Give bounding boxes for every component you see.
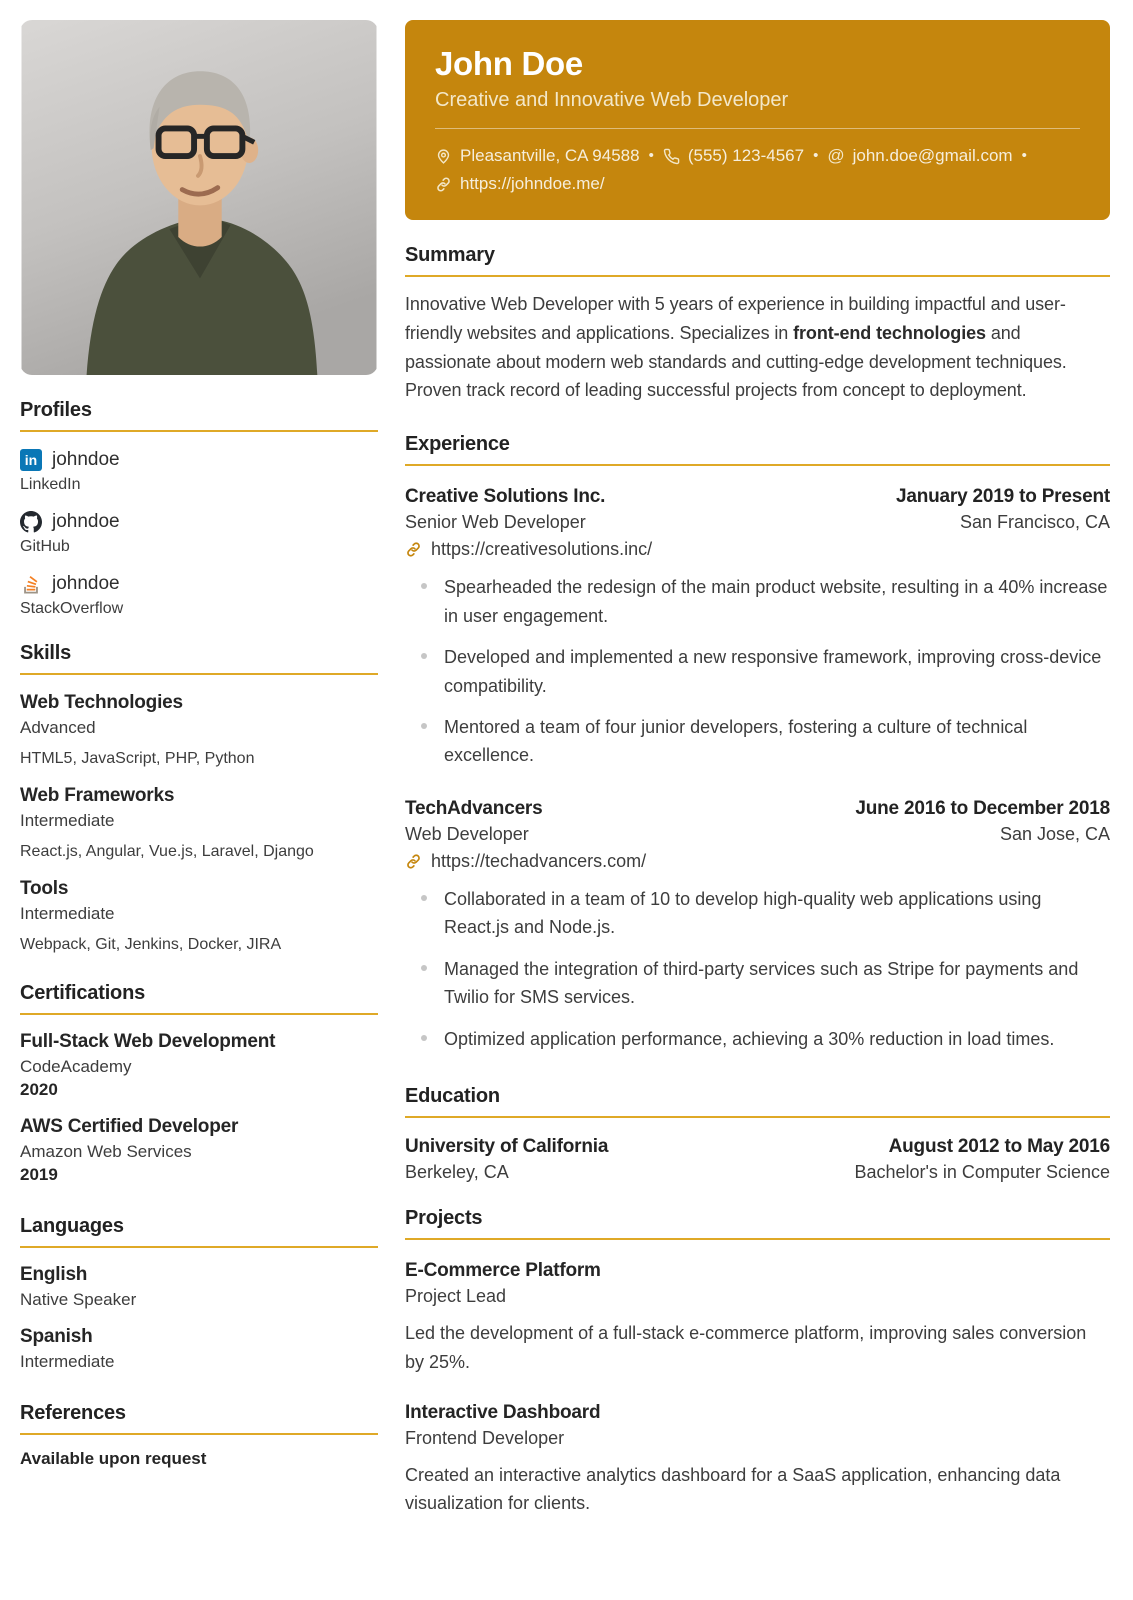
highlight-text: Optimized application performance, achieving a 30% reduction in load times. — [444, 1028, 1055, 1049]
certification-year: 2019 — [20, 1165, 58, 1184]
bullet-icon — [421, 583, 427, 589]
stackoverflow-icon — [20, 573, 42, 595]
stackoverflow-username[interactable]: johndoe — [52, 573, 120, 594]
contact-row-website — [435, 170, 1080, 198]
project-role: Frontend Developer — [405, 1427, 565, 1448]
certification-name: Full-Stack Web Development — [20, 1031, 276, 1052]
highlight-item — [405, 885, 1110, 942]
summary-bold-text: front-end technologies — [793, 322, 986, 343]
project-name: E-Commerce Platform — [405, 1260, 601, 1282]
project-description: Created an interactive analytics dashboard for a SaaS application, enhancing data visualization for clients. — [405, 1464, 1061, 1514]
job-location: San Jose, CA — [999, 823, 1110, 844]
at-icon: @ — [827, 146, 845, 165]
link-icon — [405, 853, 422, 870]
job-dates: January 2019 to Present — [895, 486, 1110, 508]
contact-location — [435, 142, 640, 170]
bullet-icon — [421, 895, 427, 901]
bullet-icon — [421, 653, 427, 659]
certification-issuer: Amazon Web Services — [20, 1142, 192, 1161]
job-entry — [405, 798, 1110, 1053]
language-level: Native Speaker — [20, 1290, 137, 1309]
hero-divider — [435, 128, 1080, 129]
skill-keywords: React.js, Angular, Vue.js, Laravel, Django — [20, 843, 314, 860]
education-heading: Education — [405, 1085, 1110, 1118]
certification-name: AWS Certified Developer — [20, 1116, 239, 1137]
bullet-icon — [421, 965, 427, 971]
skill-item — [20, 692, 378, 768]
profile-linkedin — [20, 449, 378, 494]
language-name: Spanish — [20, 1326, 93, 1347]
main-column — [405, 20, 1110, 1518]
job-company: Creative Solutions Inc. — [405, 486, 606, 508]
education-degree: Bachelor's in Computer Science — [854, 1162, 1110, 1183]
contact-separator: • — [1021, 146, 1027, 164]
certification-year: 2020 — [20, 1080, 58, 1099]
skill-name: Web Frameworks — [20, 785, 175, 806]
github-icon — [20, 511, 42, 533]
education-entry — [405, 1136, 1110, 1183]
highlight-item — [405, 643, 1110, 700]
phone-icon — [663, 148, 680, 165]
website-text[interactable]: https://johndoe.me/ — [460, 174, 605, 194]
summary-text-2: and passionate about modern web standards and cutting-edge development techniques. Proven track record of leading successful projects from concept to deployment. — [405, 322, 1067, 401]
education-dates: August 2012 to May 2016 — [888, 1136, 1110, 1158]
location-pin-icon — [435, 148, 452, 165]
profile-photo-illustration — [20, 20, 378, 375]
skill-name: Web Technologies — [20, 692, 183, 713]
references-text: Available upon request — [20, 1449, 207, 1468]
languages-heading: Languages — [20, 1215, 378, 1248]
project-entry — [405, 1402, 1110, 1518]
contact-phone — [663, 142, 804, 170]
linkedin-label: LinkedIn — [20, 476, 81, 493]
link-icon — [405, 541, 422, 558]
skills-heading: Skills — [20, 642, 378, 675]
certification-item — [20, 1116, 378, 1185]
email-text[interactable]: john.doe@gmail.com — [852, 146, 1013, 165]
contact-email — [827, 142, 1012, 170]
highlight-item — [405, 573, 1110, 630]
job-highlights — [405, 573, 1110, 770]
person-title: Creative and Innovative Web Developer — [435, 89, 789, 111]
highlight-item — [405, 955, 1110, 1012]
project-description: Led the development of a full-stack e-commerce platform, improving sales conversion by 25%. — [405, 1323, 1087, 1372]
profiles-heading: Profiles — [20, 399, 378, 432]
person-name: John Doe — [435, 45, 583, 82]
linkedin-icon: in — [20, 449, 42, 471]
highlight-text: Developed and implemented a new responsive framework, improving cross-device compatibility. — [444, 647, 1102, 696]
contact-separator: • — [813, 146, 819, 164]
contact-separator: • — [648, 146, 654, 164]
job-highlights — [405, 885, 1110, 1053]
job-url[interactable]: https://techadvancers.com/ — [431, 850, 647, 871]
hero-header — [405, 20, 1110, 220]
highlight-text: Mentored a team of four junior developers, fostering a culture of technical excellence. — [444, 717, 1028, 766]
certification-item — [20, 1031, 378, 1100]
highlight-item — [405, 713, 1110, 770]
bullet-icon — [421, 723, 427, 729]
job-location: San Francisco, CA — [959, 512, 1110, 533]
job-position: Web Developer — [405, 823, 529, 844]
summary-heading: Summary — [405, 244, 1110, 277]
certification-issuer: CodeAcademy — [20, 1057, 132, 1076]
highlight-text: Spearheaded the redesign of the main product website, resulting in a 40% increase in user engagement. — [444, 577, 1108, 626]
experience-heading: Experience — [405, 433, 1110, 466]
language-item — [20, 1326, 378, 1372]
job-dates: June 2016 to December 2018 — [855, 797, 1110, 819]
skill-keywords: Webpack, Git, Jenkins, Docker, JIRA — [20, 936, 282, 953]
summary-text-1: Innovative Web Developer with 5 years of experience in building impactful and user-friendly websites and applications. Specializes in — [405, 294, 1066, 343]
projects-heading: Projects — [405, 1207, 1110, 1240]
job-position: Senior Web Developer — [405, 512, 586, 533]
profile-github — [20, 511, 378, 556]
location-text: Pleasantville, CA 94588 — [460, 146, 640, 165]
job-url-row — [405, 851, 1110, 872]
skill-level: Intermediate — [20, 811, 115, 830]
contact-website — [435, 170, 605, 198]
summary-paragraph — [405, 290, 1110, 405]
language-level: Intermediate — [20, 1352, 115, 1371]
language-name: English — [20, 1264, 88, 1285]
link-icon — [435, 176, 452, 193]
certifications-heading: Certifications — [20, 982, 378, 1015]
language-item — [20, 1264, 378, 1310]
stackoverflow-label: StackOverflow — [20, 600, 124, 617]
skill-item — [20, 878, 378, 954]
profile-photo — [20, 20, 378, 375]
education-school: University of California — [405, 1136, 609, 1158]
job-company: TechAdvancers — [405, 797, 543, 819]
github-label: GitHub — [20, 538, 70, 555]
phone-text[interactable]: (555) 123-4567 — [687, 146, 805, 165]
sidebar — [20, 20, 378, 1518]
job-url[interactable]: https://creativesolutions.inc/ — [431, 539, 653, 560]
skill-keywords: HTML5, JavaScript, PHP, Python — [20, 750, 255, 767]
highlight-text: Collaborated in a team of 10 to develop high-quality web applications using React.js and Node.js. — [444, 888, 1042, 938]
project-name: Interactive Dashboard — [405, 1401, 601, 1423]
project-entry — [405, 1260, 1110, 1376]
github-username[interactable]: johndoe — [52, 511, 120, 532]
skill-name: Tools — [20, 878, 69, 899]
education-area: Berkeley, CA — [405, 1162, 509, 1183]
job-entry — [405, 486, 1110, 770]
references-heading: References — [20, 1402, 378, 1435]
skill-item — [20, 785, 378, 861]
profile-stackoverflow — [20, 573, 378, 618]
linkedin-username[interactable]: johndoe — [52, 449, 120, 470]
bullet-icon — [421, 1035, 427, 1041]
highlight-text: Managed the integration of third-party services such as Stripe for payments and Twilio for SMS services. — [444, 958, 1079, 1008]
job-url-row — [405, 539, 1110, 560]
project-role: Project Lead — [405, 1286, 507, 1307]
skill-level: Intermediate — [20, 904, 115, 923]
highlight-item — [405, 1025, 1110, 1053]
skill-level: Advanced — [20, 718, 96, 737]
contact-row — [435, 142, 1080, 170]
